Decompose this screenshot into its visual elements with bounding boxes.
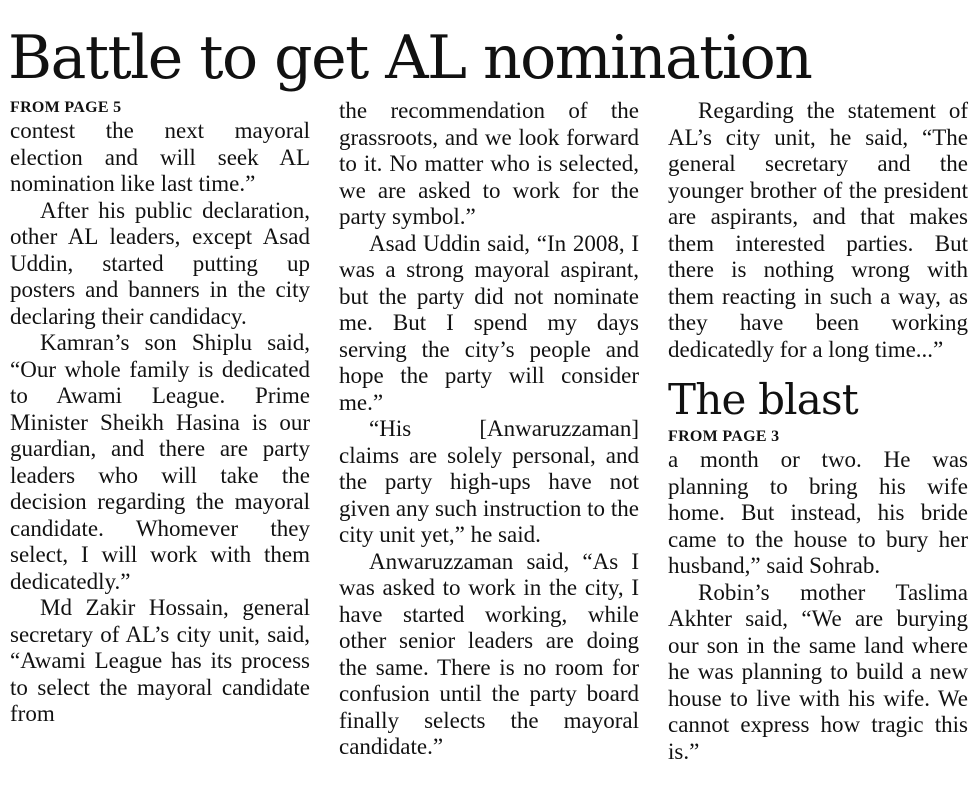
paragraph: After his public declaration, other AL leaders, except Asad Uddin, started putting up posters and banners in the city declaring their candidacy. bbox=[10, 197, 310, 329]
story-kicker: FROM PAGE 3 bbox=[668, 428, 780, 445]
paragraph: Anwaruzzaman said, “As I was asked to work in the city, I have started working, while other senior leaders are doing the same. There is no room for confusion until the party board finally selects the mayoral candidate.” bbox=[339, 548, 639, 759]
paragraph: Asad Uddin said, “In 2008, I was a strong mayoral aspirant, but the party did not nominate me. But I spend my days serving the city’s people and hope the party will consider me.” bbox=[339, 230, 639, 415]
paragraph: Robin’s mother Taslima Akhter said, “We are burying our son in the same land where he was planning to build a new house to live with his wife. We cannot express how tragic this is.” bbox=[668, 579, 968, 764]
paragraph: Kamran’s son Shiplu said, “Our whole family is dedicated to Awami League. Prime Minister Sheikh Hasina is our guardian, and there are party leaders who will take the decision regarding the mayoral candidate. Whomever they select, I will work with them dedicatedly.” bbox=[10, 330, 310, 594]
paragraph: contest the next mayoral election and will seek AL nomination like last time.” bbox=[10, 118, 310, 196]
story-kicker: FROM PAGE 5 bbox=[10, 99, 122, 116]
headline: Battle to get AL nomination bbox=[8, 23, 812, 93]
column-3 bbox=[668, 98, 968, 765]
paragraph: Md Zakir Hossain, general secretary of AL’s city unit, said, “Awami League has its process to select the mayoral candidate from bbox=[10, 595, 310, 726]
paragraph: the recommendation of the grassroots, and we look forward to it. No matter who is selected, we are asked to work for the party symbol.” bbox=[339, 98, 639, 229]
paragraph: Regarding the statement of AL’s city unit, he said, “The general secretary and the younger brother of the president are aspirants, and that makes them interested parties. But there is nothing wrong with them reacting in such a way, as they have been working dedicatedly for a long time...” bbox=[668, 98, 968, 362]
paragraph: “His [Anwaruzzaman] claims are solely personal, and the party high-ups have not given any such instruction to the city unit yet,” he said. bbox=[339, 416, 639, 547]
paragraph: a month or two. He was planning to bring his wife home. But instead, his bride came to the house to bury her husband,” said Sohrab. bbox=[668, 447, 968, 578]
sub-headline: The blast bbox=[668, 375, 858, 424]
column-2 bbox=[339, 98, 639, 761]
column-1 bbox=[10, 98, 310, 728]
